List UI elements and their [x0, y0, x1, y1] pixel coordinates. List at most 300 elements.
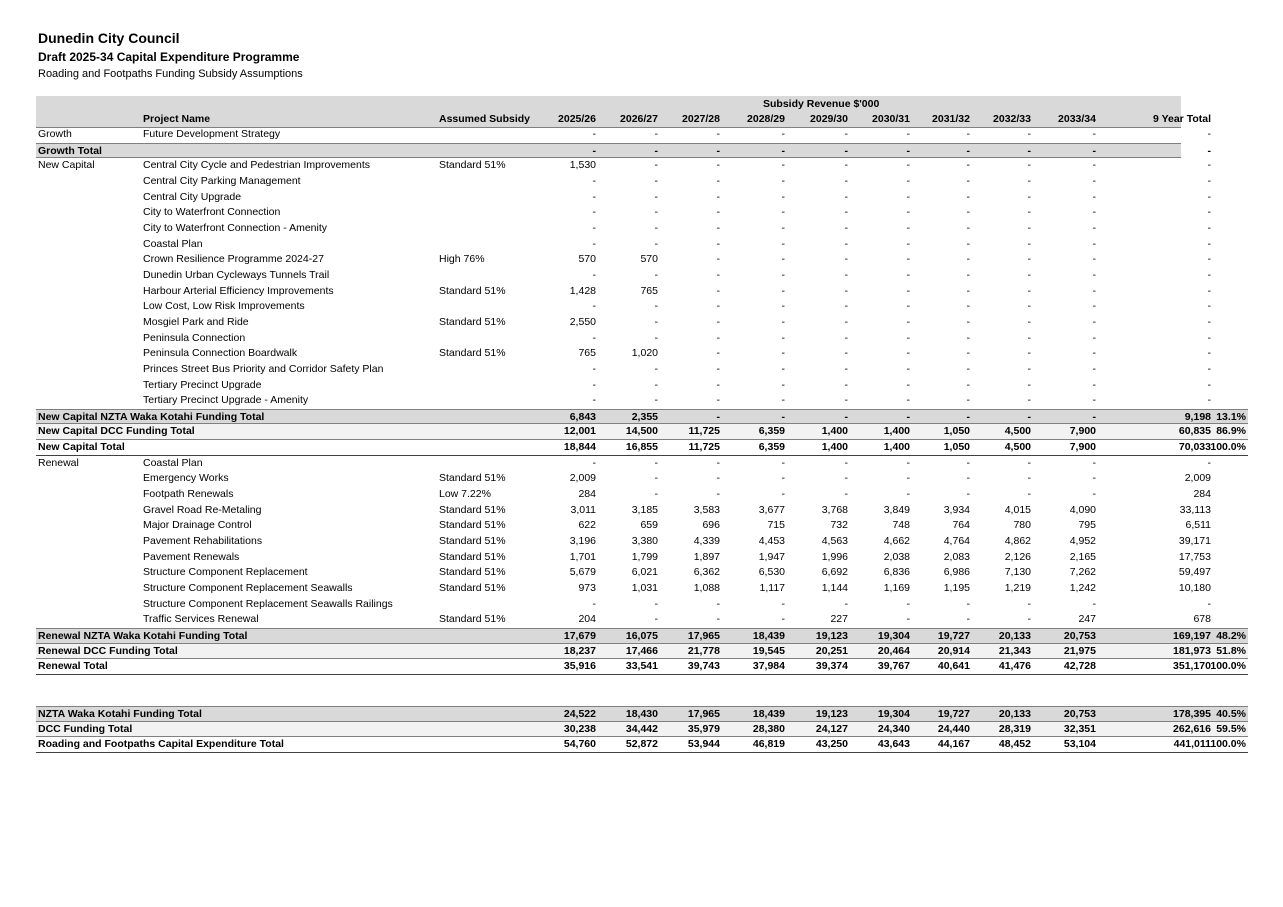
- nine-year-total-cell: -: [1207, 174, 1211, 187]
- table-row: [36, 487, 1248, 503]
- year-value-cell: 715: [767, 519, 785, 532]
- category-cell: New Capital DCC Funding Total: [38, 425, 195, 438]
- year-value-cell: -: [592, 300, 596, 313]
- year-value-cell: 1,400: [883, 425, 910, 438]
- year-value-cell: 1,031: [631, 582, 658, 595]
- year-value-cell: -: [592, 144, 596, 157]
- year-value-cell: -: [906, 128, 910, 140]
- year-value-cell: -: [906, 206, 910, 219]
- year-value-cell: -: [716, 237, 720, 250]
- year-value-cell: -: [1092, 331, 1096, 344]
- table-row: [36, 237, 1248, 253]
- year-value-cell: 19,727: [937, 707, 970, 720]
- assumed-subsidy-cell: Standard 51%: [439, 284, 506, 297]
- header-year: 2028/29: [747, 113, 785, 125]
- year-value-cell: 7,130: [1004, 566, 1031, 579]
- table-row: [36, 190, 1248, 206]
- year-value-cell: -: [906, 394, 910, 407]
- assumed-subsidy-cell: Standard 51%: [439, 472, 506, 485]
- nine-year-total-cell: -: [1207, 378, 1211, 391]
- year-value-cell: -: [592, 174, 596, 187]
- year-value-cell: 1,050: [943, 441, 970, 454]
- year-value-cell: 570: [578, 253, 596, 266]
- header-year: 2032/33: [993, 113, 1031, 125]
- year-value-cell: 284: [578, 488, 596, 501]
- assumed-subsidy-cell: Standard 51%: [439, 550, 506, 563]
- nine-year-total-cell: 6,511: [1185, 519, 1211, 532]
- year-value-cell: -: [1092, 488, 1096, 501]
- year-value-cell: -: [781, 221, 785, 234]
- year-value-cell: 1,701: [569, 550, 596, 563]
- year-value-cell: 732: [830, 519, 848, 532]
- year-value-cell: -: [966, 378, 970, 391]
- year-value-cell: -: [716, 456, 720, 469]
- year-value-cell: 748: [892, 519, 910, 532]
- year-value-cell: 44,167: [937, 738, 970, 751]
- year-value-cell: 3,768: [821, 503, 848, 516]
- project-name-cell: Structure Component Replacement Seawalls Railings: [143, 597, 393, 610]
- year-value-cell: -: [654, 362, 658, 375]
- assumed-subsidy-cell: Standard 51%: [439, 519, 506, 532]
- year-value-cell: 1,169: [883, 582, 910, 595]
- project-name-cell: Pavement Renewals: [143, 550, 240, 563]
- table-row: [36, 534, 1248, 550]
- total-row: [36, 737, 1248, 753]
- year-value-cell: 4,500: [1004, 441, 1031, 454]
- year-value-cell: 2,550: [569, 315, 596, 328]
- year-value-cell: 3,677: [758, 503, 785, 516]
- year-value-cell: -: [716, 488, 720, 501]
- category-cell: New Capital: [38, 159, 95, 172]
- year-value-cell: -: [781, 488, 785, 501]
- percentage-cell: 59.5%: [1216, 722, 1246, 735]
- table-row: [36, 331, 1248, 347]
- year-value-cell: 19,545: [752, 644, 785, 657]
- year-value-cell: 20,753: [1063, 707, 1096, 720]
- year-value-cell: -: [781, 237, 785, 250]
- year-value-cell: 20,753: [1063, 630, 1096, 642]
- year-value-cell: -: [592, 331, 596, 344]
- table-body: [36, 127, 1248, 753]
- percentage-cell: 51.8%: [1216, 644, 1246, 657]
- year-value-cell: -: [1092, 206, 1096, 219]
- year-value-cell: 39,374: [815, 660, 848, 673]
- year-value-cell: -: [966, 174, 970, 187]
- year-value-cell: -: [966, 410, 970, 423]
- year-value-cell: -: [1092, 144, 1096, 157]
- year-value-cell: -: [592, 362, 596, 375]
- year-value-cell: -: [966, 284, 970, 297]
- category-cell: Renewal NZTA Waka Kotahi Funding Total: [38, 630, 248, 642]
- nine-year-total-cell: -: [1207, 315, 1211, 328]
- year-value-cell: -: [781, 456, 785, 469]
- year-value-cell: 1,020: [631, 347, 658, 360]
- year-value-cell: 1,530: [569, 159, 596, 172]
- year-value-cell: -: [654, 456, 658, 469]
- year-value-cell: 1,242: [1069, 582, 1096, 595]
- project-name-cell: Coastal Plan: [143, 456, 203, 469]
- year-value-cell: -: [844, 144, 848, 157]
- nine-year-total-cell: -: [1207, 206, 1211, 219]
- year-value-cell: 37,984: [752, 660, 785, 673]
- year-value-cell: 20,133: [998, 707, 1031, 720]
- year-value-cell: -: [966, 190, 970, 203]
- year-value-cell: 2,038: [883, 550, 910, 563]
- year-value-cell: -: [906, 331, 910, 344]
- year-value-cell: 6,359: [758, 425, 785, 438]
- year-value-cell: -: [1027, 300, 1031, 313]
- year-value-cell: -: [781, 128, 785, 140]
- nine-year-total-cell: 178,395: [1173, 707, 1211, 720]
- table-row: [36, 378, 1248, 394]
- year-value-cell: -: [844, 284, 848, 297]
- year-value-cell: 6,530: [758, 566, 785, 579]
- year-value-cell: 19,304: [877, 707, 910, 720]
- year-value-cell: -: [592, 237, 596, 250]
- year-value-cell: 6,362: [693, 566, 720, 579]
- year-value-cell: -: [716, 394, 720, 407]
- year-value-cell: -: [781, 253, 785, 266]
- year-value-cell: 4,862: [1004, 535, 1031, 548]
- year-value-cell: -: [1092, 128, 1096, 140]
- year-value-cell: -: [1092, 394, 1096, 407]
- nine-year-total-cell: 284: [1193, 488, 1211, 501]
- year-value-cell: -: [1092, 472, 1096, 485]
- year-value-cell: -: [906, 472, 910, 485]
- year-value-cell: -: [716, 268, 720, 281]
- year-value-cell: -: [906, 362, 910, 375]
- year-value-cell: 3,849: [883, 503, 910, 516]
- year-value-cell: 2,083: [943, 550, 970, 563]
- year-value-cell: 46,819: [752, 738, 785, 751]
- year-value-cell: -: [844, 174, 848, 187]
- percentage-cell: 100.0%: [1210, 738, 1246, 751]
- table-row: [36, 362, 1248, 378]
- year-value-cell: -: [1027, 362, 1031, 375]
- year-value-cell: -: [1092, 237, 1096, 250]
- subtotal-row: [36, 143, 1211, 159]
- table-row: [36, 127, 1248, 143]
- year-value-cell: -: [844, 331, 848, 344]
- year-value-cell: -: [781, 315, 785, 328]
- table-row: [36, 518, 1248, 534]
- year-value-cell: 3,583: [693, 503, 720, 516]
- year-value-cell: -: [716, 300, 720, 313]
- dcc-funding-total-row: [36, 644, 1248, 660]
- nine-year-total-cell: -: [1207, 159, 1211, 172]
- table-row: [36, 299, 1248, 315]
- project-name-cell: Major Drainage Control: [143, 519, 252, 532]
- year-value-cell: -: [592, 128, 596, 140]
- year-value-cell: -: [966, 268, 970, 281]
- year-value-cell: -: [654, 144, 658, 157]
- year-value-cell: -: [1027, 410, 1031, 423]
- year-value-cell: -: [966, 331, 970, 344]
- year-value-cell: -: [654, 237, 658, 250]
- year-value-cell: -: [654, 378, 658, 391]
- year-value-cell: 6,836: [883, 566, 910, 579]
- table-header-row: [36, 111, 1211, 127]
- project-name-cell: Coastal Plan: [143, 237, 203, 250]
- year-value-cell: -: [781, 613, 785, 626]
- year-value-cell: -: [844, 190, 848, 203]
- nine-year-total-cell: -: [1207, 456, 1211, 469]
- year-value-cell: 39,743: [687, 660, 720, 673]
- nine-year-total-cell: -: [1207, 300, 1211, 313]
- year-value-cell: 16,855: [625, 441, 658, 454]
- nine-year-total-cell: -: [1207, 144, 1211, 157]
- dcc-funding-total-row: [36, 424, 1248, 440]
- nine-year-total-cell: 60,835: [1178, 425, 1211, 438]
- year-value-cell: 48,452: [998, 738, 1031, 751]
- year-value-cell: -: [1092, 410, 1096, 423]
- nine-year-total-cell: 351,170: [1173, 660, 1211, 673]
- year-value-cell: 33,541: [625, 660, 658, 673]
- year-value-cell: -: [716, 221, 720, 234]
- year-value-cell: -: [654, 472, 658, 485]
- year-value-cell: 6,359: [758, 441, 785, 454]
- project-name-cell: Princes Street Bus Priority and Corridor Safety Plan: [143, 362, 384, 375]
- year-value-cell: 247: [1078, 613, 1096, 626]
- year-value-cell: -: [966, 362, 970, 375]
- project-name-cell: City to Waterfront Connection - Amenity: [143, 221, 328, 234]
- year-value-cell: -: [781, 362, 785, 375]
- year-value-cell: -: [654, 597, 658, 610]
- project-name-cell: Structure Component Replacement Seawalls: [143, 582, 353, 595]
- year-value-cell: -: [592, 394, 596, 407]
- table-row: [36, 268, 1248, 284]
- year-value-cell: -: [592, 190, 596, 203]
- year-value-cell: -: [906, 159, 910, 172]
- category-cell: DCC Funding Total: [38, 722, 133, 735]
- year-value-cell: 3,380: [631, 535, 658, 548]
- year-value-cell: -: [654, 613, 658, 626]
- year-value-cell: -: [966, 394, 970, 407]
- year-value-cell: 764: [952, 519, 970, 532]
- year-value-cell: -: [966, 221, 970, 234]
- year-value-cell: 3,196: [569, 535, 596, 548]
- assumed-subsidy-cell: Standard 51%: [439, 315, 506, 328]
- year-value-cell: -: [844, 300, 848, 313]
- year-value-cell: 7,900: [1069, 441, 1096, 454]
- nine-year-total-cell: 2,009: [1184, 472, 1211, 485]
- year-value-cell: 1,088: [693, 582, 720, 595]
- year-value-cell: -: [781, 268, 785, 281]
- year-value-cell: 696: [702, 519, 720, 532]
- year-value-cell: -: [906, 456, 910, 469]
- year-value-cell: -: [966, 315, 970, 328]
- project-name-cell: Future Development Strategy: [143, 128, 281, 140]
- year-value-cell: -: [716, 347, 720, 360]
- year-value-cell: 21,343: [998, 644, 1031, 657]
- nine-year-total-cell: 678: [1193, 613, 1211, 626]
- percentage-cell: 13.1%: [1216, 410, 1246, 423]
- year-value-cell: 17,965: [687, 630, 720, 642]
- nine-year-total-cell: -: [1207, 394, 1211, 407]
- total-row: [36, 659, 1248, 675]
- year-value-cell: -: [716, 362, 720, 375]
- year-value-cell: -: [906, 347, 910, 360]
- year-value-cell: 19,123: [815, 707, 848, 720]
- year-value-cell: -: [716, 159, 720, 172]
- year-value-cell: -: [654, 488, 658, 501]
- header-project-name: Project Name: [143, 113, 211, 125]
- nine-year-total-cell: -: [1207, 331, 1211, 344]
- year-value-cell: -: [966, 456, 970, 469]
- project-name-cell: Peninsula Connection Boardwalk: [143, 347, 298, 360]
- year-value-cell: 6,692: [821, 566, 848, 579]
- year-value-cell: -: [1092, 190, 1096, 203]
- year-value-cell: 3,934: [943, 503, 970, 516]
- category-cell: Growth Total: [38, 144, 102, 157]
- year-value-cell: 24,440: [937, 722, 970, 735]
- year-value-cell: -: [716, 315, 720, 328]
- year-value-cell: -: [1027, 237, 1031, 250]
- year-value-cell: -: [592, 268, 596, 281]
- year-value-cell: 1,050: [943, 425, 970, 438]
- year-value-cell: 2,165: [1069, 550, 1096, 563]
- table-row: [36, 315, 1248, 331]
- project-name-cell: Traffic Services Renewal: [143, 613, 259, 626]
- year-value-cell: -: [1027, 144, 1031, 157]
- year-value-cell: 4,339: [693, 535, 720, 548]
- year-value-cell: -: [716, 128, 720, 140]
- year-value-cell: 43,643: [877, 738, 910, 751]
- year-value-cell: -: [1027, 206, 1031, 219]
- year-value-cell: 4,563: [821, 535, 848, 548]
- nine-year-total-cell: 441,011: [1173, 738, 1211, 751]
- year-value-cell: 34,442: [625, 722, 658, 735]
- year-value-cell: -: [906, 300, 910, 313]
- header-year: 2027/28: [682, 113, 720, 125]
- year-value-cell: 17,466: [625, 644, 658, 657]
- year-value-cell: -: [844, 268, 848, 281]
- year-value-cell: -: [844, 456, 848, 469]
- year-value-cell: -: [844, 347, 848, 360]
- year-value-cell: 18,430: [625, 707, 658, 720]
- table-row: [36, 221, 1248, 237]
- year-value-cell: 53,944: [687, 738, 720, 751]
- report-subtitle: Roading and Footpaths Funding Subsidy Assumptions: [38, 68, 303, 80]
- subsidy-revenue-caption: Subsidy Revenue $'000: [763, 98, 880, 110]
- year-value-cell: -: [844, 472, 848, 485]
- nine-year-total-cell: 17,753: [1178, 550, 1211, 563]
- organisation-title: Dunedin City Council: [38, 30, 180, 46]
- table-row: [36, 565, 1248, 581]
- table-row: [36, 550, 1248, 566]
- year-value-cell: -: [654, 315, 658, 328]
- year-value-cell: -: [1027, 456, 1031, 469]
- year-value-cell: -: [1027, 488, 1031, 501]
- year-value-cell: 204: [578, 613, 596, 626]
- year-value-cell: -: [906, 190, 910, 203]
- year-value-cell: -: [1092, 268, 1096, 281]
- project-name-cell: Dunedin Urban Cycleways Tunnels Trail: [143, 268, 330, 281]
- year-value-cell: 2,126: [1004, 550, 1031, 563]
- project-name-cell: Structure Component Replacement: [143, 566, 308, 579]
- year-value-cell: -: [654, 190, 658, 203]
- year-value-cell: -: [781, 394, 785, 407]
- year-value-cell: -: [654, 206, 658, 219]
- year-value-cell: -: [781, 144, 785, 157]
- project-name-cell: Central City Parking Management: [143, 174, 301, 187]
- year-value-cell: -: [592, 456, 596, 469]
- year-value-cell: -: [906, 253, 910, 266]
- year-value-cell: 11,725: [688, 441, 720, 454]
- year-value-cell: -: [1092, 159, 1096, 172]
- year-value-cell: 20,914: [937, 644, 970, 657]
- nine-year-total-cell: 33,113: [1179, 503, 1211, 516]
- year-value-cell: -: [844, 159, 848, 172]
- year-value-cell: -: [1092, 347, 1096, 360]
- year-value-cell: -: [1027, 347, 1031, 360]
- nine-year-total-cell: 39,171: [1178, 535, 1211, 548]
- year-value-cell: 4,090: [1069, 503, 1096, 516]
- year-value-cell: 28,319: [998, 722, 1031, 735]
- year-value-cell: 622: [578, 519, 596, 532]
- year-value-cell: 1,117: [759, 582, 785, 595]
- category-cell: New Capital NZTA Waka Kotahi Funding Total: [38, 410, 265, 423]
- year-value-cell: -: [1092, 284, 1096, 297]
- assumed-subsidy-cell: Standard 51%: [439, 159, 506, 172]
- header-year: 2029/30: [810, 113, 848, 125]
- year-value-cell: 20,133: [998, 630, 1031, 642]
- year-value-cell: -: [1027, 394, 1031, 407]
- year-value-cell: -: [844, 394, 848, 407]
- year-value-cell: -: [1027, 331, 1031, 344]
- year-value-cell: 227: [830, 613, 848, 626]
- year-value-cell: -: [592, 597, 596, 610]
- year-value-cell: 21,975: [1063, 644, 1096, 657]
- year-value-cell: 24,522: [563, 707, 596, 720]
- year-value-cell: 7,900: [1069, 425, 1096, 438]
- year-value-cell: 18,844: [563, 441, 596, 454]
- year-value-cell: 1,428: [569, 284, 596, 297]
- year-value-cell: -: [906, 174, 910, 187]
- year-value-cell: 4,500: [1004, 425, 1031, 438]
- year-value-cell: -: [1092, 456, 1096, 469]
- year-value-cell: 4,764: [943, 535, 970, 548]
- header-nine-year-total: 9 Year Total: [1153, 113, 1211, 125]
- year-value-cell: 6,843: [569, 410, 596, 423]
- table-row: [36, 158, 1248, 174]
- table-row: [36, 174, 1248, 190]
- year-value-cell: 1,947: [758, 550, 785, 563]
- year-value-cell: 24,127: [815, 722, 848, 735]
- year-value-cell: 4,453: [758, 535, 785, 548]
- year-value-cell: -: [966, 159, 970, 172]
- project-name-cell: Central City Cycle and Pedestrian Improvements: [143, 159, 371, 172]
- nine-year-total-cell: -: [1207, 597, 1211, 610]
- category-cell: Renewal DCC Funding Total: [38, 644, 178, 657]
- year-value-cell: -: [844, 206, 848, 219]
- spacer-row: [36, 675, 1248, 706]
- assumed-subsidy-cell: Standard 51%: [439, 347, 506, 360]
- year-value-cell: 14,500: [625, 425, 658, 438]
- year-value-cell: -: [1027, 174, 1031, 187]
- year-value-cell: -: [844, 410, 848, 423]
- nine-year-total-cell: -: [1207, 221, 1211, 234]
- year-value-cell: -: [781, 190, 785, 203]
- year-value-cell: -: [592, 378, 596, 391]
- year-value-cell: -: [1092, 174, 1096, 187]
- category-cell: Renewal Total: [38, 660, 108, 673]
- year-value-cell: -: [1092, 315, 1096, 328]
- year-value-cell: -: [966, 488, 970, 501]
- year-value-cell: -: [906, 597, 910, 610]
- year-value-cell: 1,897: [693, 550, 720, 563]
- year-value-cell: 2,009: [569, 472, 596, 485]
